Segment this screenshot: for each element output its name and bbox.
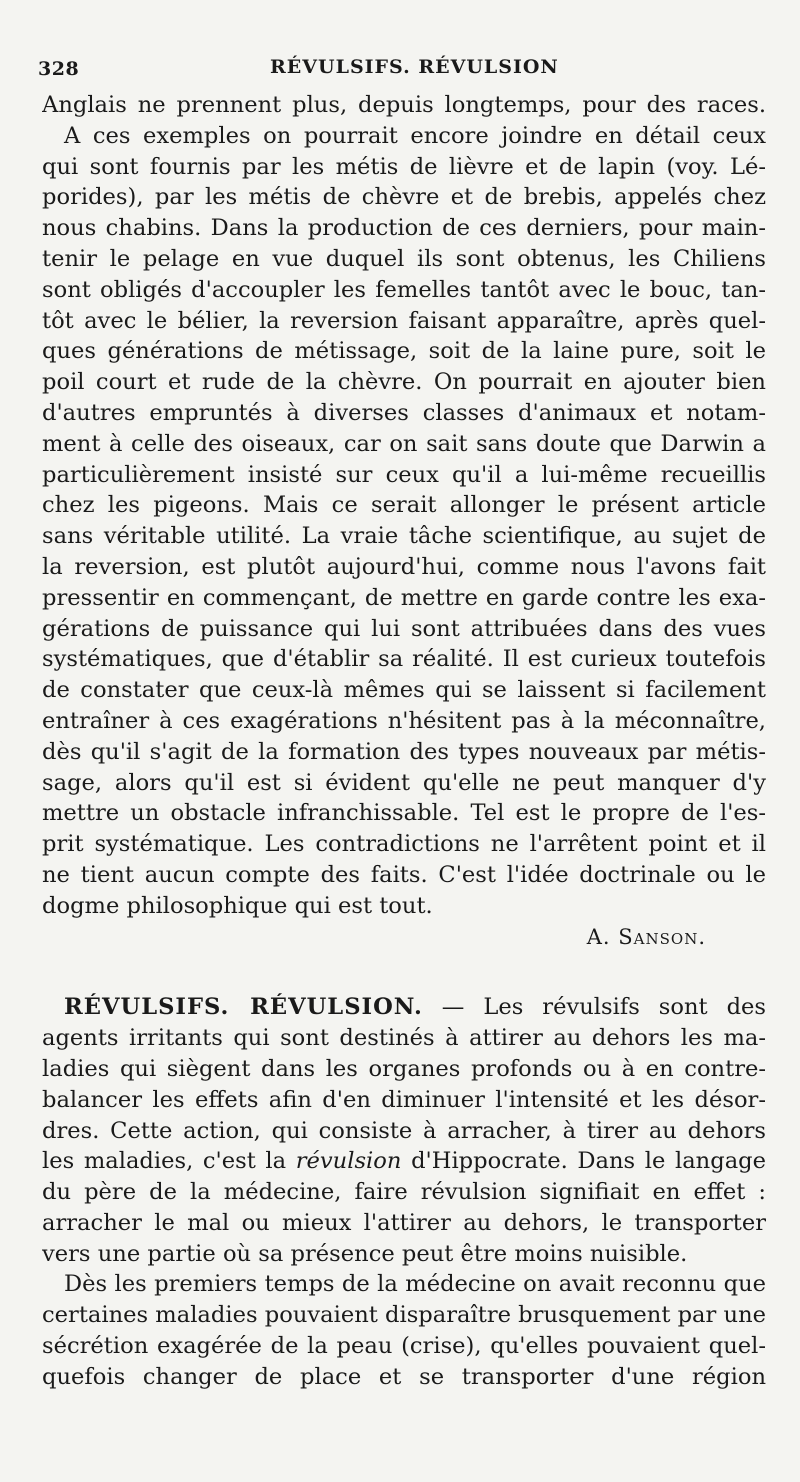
text-line: ques générations de métissage, soit de la laine pure, soit le: [42, 338, 766, 365]
text-line: poil court et rude de la chèvre. On pourrait en ajouter bien: [42, 369, 766, 396]
text-line: entraîner à ces exagérations n'hésitent pas à la méconnaître,: [42, 707, 766, 734]
text-segment: les maladies, c'est la: [42, 1148, 296, 1175]
italic-term: révulsion: [295, 1148, 402, 1175]
text-line: dogme philosophique qui est tout.: [42, 892, 433, 919]
text-line: dres. Cette action, qui consiste à arracher, à tirer au dehors: [42, 1117, 766, 1144]
text-line: sont obligés d'accoupler les femelles tantôt avec le bouc, tan-: [42, 276, 766, 303]
text-line: Dès les premiers temps de la médecine on avait reconnu que: [64, 1271, 766, 1298]
text-line: du père de la médecine, faire révulsion signifiait en effet :: [42, 1179, 766, 1206]
page-number: 328: [38, 58, 80, 80]
running-head: RÉVULSIFS. RÉVULSION: [270, 56, 559, 78]
article-continuation: [42, 90, 766, 952]
text-line: dès qu'il s'agit de la formation des types nouveaux par métis-: [42, 738, 766, 765]
text-segment: d'Hippocrate. Dans le langage: [401, 1148, 766, 1175]
section-gap: [42, 952, 766, 992]
text-line: mettre un obstacle infranchissable. Tel est le propre de l'es-: [42, 800, 766, 827]
text-line: sécrétion exagérée de la peau (crise), qu'elles pouvaient quel-: [42, 1333, 766, 1360]
text-line: vers une partie où sa présence peut être moins nuisible.: [42, 1240, 688, 1267]
text-line: certaines maladies pouvaient disparaître brusquement par une: [42, 1302, 766, 1329]
text-line: ment à celle des oiseaux, car on sait sans doute que Darwin a: [42, 430, 766, 457]
text-line: tôt avec le bélier, la reversion faisant apparaître, après quel-: [42, 307, 766, 334]
text-line: arracher le mal ou mieux l'attirer au dehors, le transporter: [42, 1209, 766, 1236]
text-line: prit systématique. Les contradictions ne l'arrêtent point et il: [42, 831, 766, 858]
body-text: [42, 90, 766, 1393]
text-line: sans véritable utilité. La vraie tâche scientifique, au sujet de: [42, 523, 766, 550]
text-line: pressentir en commençant, de mettre en garde contre les exa-: [42, 584, 766, 611]
text-line: quefois changer de place et se transporter d'une région: [42, 1363, 766, 1390]
page-header: [38, 52, 768, 86]
text-line: systématiques, que d'établir sa réalité. Il est curieux toutefois: [42, 646, 766, 673]
text-line-italic: [42, 1146, 766, 1177]
entry-first-line-text: — Les révulsifs sont des: [422, 994, 766, 1021]
text-line: A ces exemples on pourrait encore joindre en détail ceux: [64, 122, 766, 149]
text-line: balancer les effets afin d'en diminuer l'intensité et les désor-: [42, 1086, 766, 1113]
text-line: de constater que ceux-là mêmes qui se laissent si facilement: [42, 677, 766, 704]
text-line: particulièrement insisté sur ceux qu'il a lui-même recueillis: [42, 461, 766, 488]
text-line: ladies qui siègent dans les organes profonds ou à en contre-: [42, 1055, 766, 1082]
text-line: tenir le pelage en vue duquel ils sont obtenus, les Chiliens: [42, 245, 766, 272]
entry-first-line: [42, 992, 766, 1023]
text-line: sage, alors qu'il est si évident qu'elle ne peut manquer d'y: [42, 769, 766, 796]
text-line: Anglais ne prennent plus, depuis longtemps, pour des races.: [42, 92, 766, 118]
text-line: qui sont fournis par les métis de lièvre et de lapin (voy. Lé-: [42, 153, 766, 180]
text-line: ne tient aucun compte des faits. C'est l'idée doctrinale ou le: [42, 861, 766, 888]
text-line: agents irritants qui sont destinés à attirer au dehors les ma-: [42, 1025, 766, 1052]
text-line: porides), par les métis de chèvre et de brebis, appelés chez: [42, 184, 766, 211]
entry-revulsifs: [42, 992, 766, 1392]
text-line: chez les pigeons. Mais ce serait allonger le présent article: [42, 492, 766, 519]
author-signature: A. Sanson.: [586, 924, 706, 949]
text-line: gérations de puissance qui lui sont attribuées dans des vues: [42, 615, 766, 642]
text-line: la reversion, est plutôt aujourd'hui, comme nous l'avons fait: [42, 553, 766, 580]
text-line: nous chabins. Dans la production de ces derniers, pour main-: [42, 215, 766, 242]
entry-title: RÉVULSIFS. RÉVULSION.: [64, 994, 423, 1021]
text-line: d'autres empruntés à diverses classes d'animaux et notam-: [42, 399, 766, 426]
